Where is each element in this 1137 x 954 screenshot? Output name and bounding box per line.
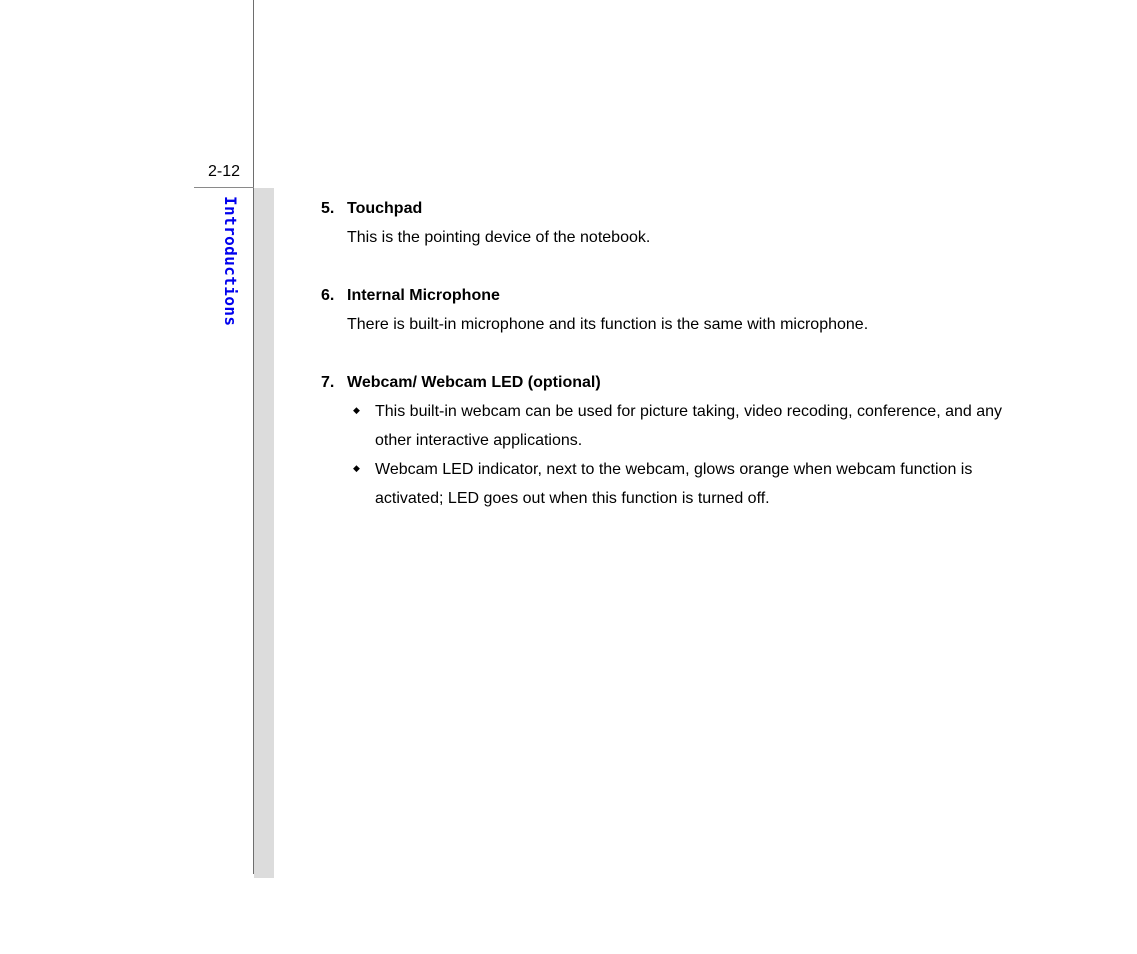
item-description: This is the pointing device of the notebook.: [347, 229, 651, 246]
list-item-webcam: [321, 368, 1021, 513]
page-number: 2-12: [207, 163, 240, 180]
item-title: Webcam/ Webcam LED (optional): [347, 374, 601, 391]
bullet-text: This built-in webcam can be used for picture taking, video recoding, conference, and any other interactive applications.: [375, 403, 1003, 449]
margin-gray-bar: [254, 188, 274, 878]
item-number: 5.: [321, 200, 335, 217]
section-title: Introductions: [221, 196, 240, 327]
item-title: Internal Microphone: [347, 287, 500, 304]
diamond-bullet-icon: ◆: [353, 463, 360, 473]
bullet-text: Webcam LED indicator, next to the webcam, glows orange when webcam function is activated; LED goes out when this function is turned off.: [375, 461, 973, 507]
item-number: 6.: [321, 287, 335, 304]
bullet-item: [347, 397, 1021, 455]
bullet-item: [347, 455, 1021, 513]
item-description: There is built-in microphone and its function is the same with microphone.: [347, 316, 869, 333]
item-heading: [321, 281, 1021, 310]
list-item-internal-microphone: [321, 281, 1021, 339]
item-heading: [321, 194, 1021, 223]
item-title: Touchpad: [347, 200, 423, 217]
item-number: 7.: [321, 374, 335, 391]
diamond-bullet-icon: ◆: [353, 405, 360, 415]
main-content: [321, 194, 1021, 542]
list-item-touchpad: [321, 194, 1021, 252]
bullet-list: [321, 397, 1021, 513]
item-heading: [321, 368, 1021, 397]
page-number-rule: [194, 187, 254, 188]
